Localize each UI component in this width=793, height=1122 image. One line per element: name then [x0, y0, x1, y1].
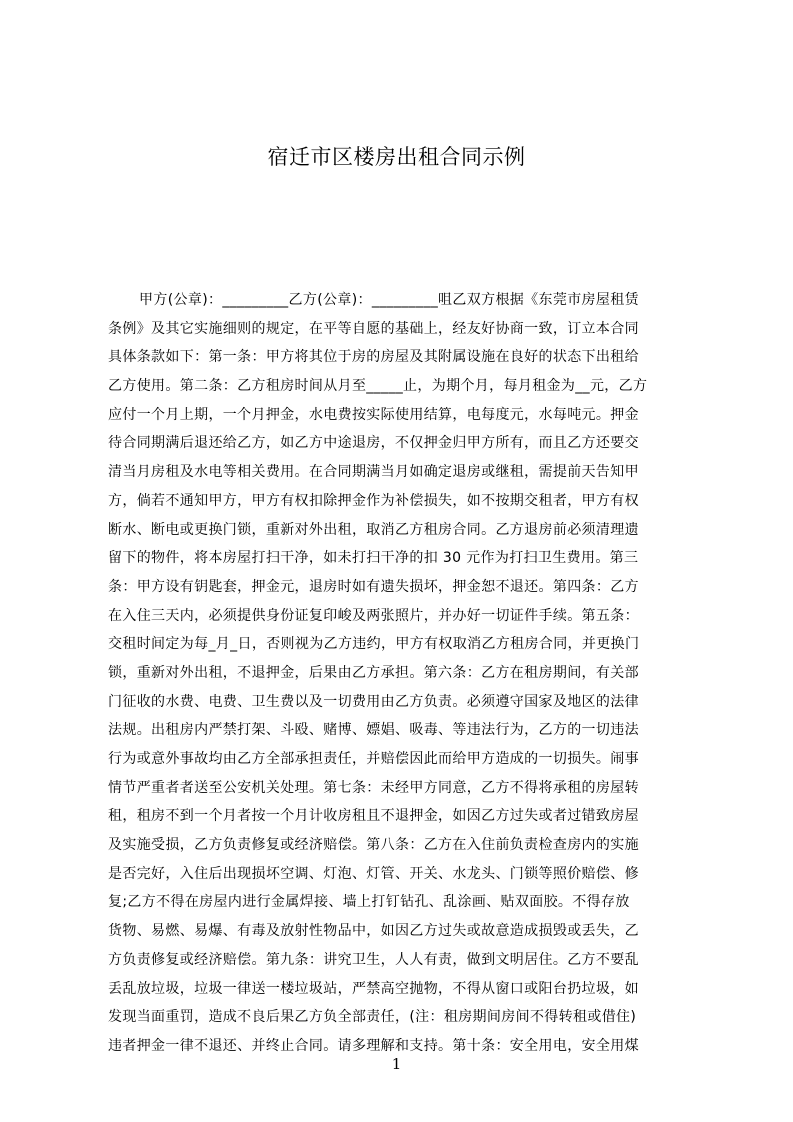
body-line: 法规。出租房内严禁打架、斗殴、赌博、嫖娼、吸毒、等违法行为，乙方的一切违法 — [108, 722, 639, 739]
body-line: 行为或意外事故均由乙方全部承担责任，并赔偿因此而给甲方造成的一切损失。闹事 — [108, 751, 639, 767]
body-line: 复;乙方不得在房屋内进行金属焊接、墙上打钉钻孔、乱涂画、贴双面胶。不得存放 — [108, 894, 630, 911]
body-line: 留下的物件，将本房屋打扫干净，如未打扫干净的扣 30 元作为打扫卫生费用。第三 — [108, 550, 639, 567]
page-number: 1 — [391, 1055, 402, 1073]
body-line: 条：甲方设有钥匙套，押金元，退房时如有遗失损坏，押金恕不退还。第四条：乙方 — [108, 578, 639, 595]
body-line: 交租时间定为每_月_日，否则视为乙方违约，甲方有权取消乙方租房合同，并更换门 — [108, 636, 640, 653]
body-line: 断水、断电或更换门锁，重新对外出租，取消乙方租房合同。乙方退房前必须清理遗 — [108, 521, 639, 538]
body-line: 货物、易燃、易爆、有毒及放射性物品中，如因乙方过失或故意造成损毁或丢失，乙 — [108, 923, 639, 940]
body-line: 锁，重新对外出租，不退押金，后果由乙方承担。第六条：乙方在租房期间，有关部 — [108, 664, 639, 681]
document-body — [108, 286, 698, 1061]
body-line: 及实施受损，乙方负责修复或经济赔偿。第八条：乙方在入住前负责检查房内的实施 — [108, 837, 639, 854]
body-line: 具体条款如下：第一条：甲方将其位于房的房屋及其附属设施在良好的状态下出租给 — [108, 349, 639, 366]
body-line: 乙方使用。第二条：乙方租房时间从月至_____止，为期个月，每月租金为__元，乙方 — [108, 378, 648, 395]
body-line: 方负责修复或经济赔偿。第九条：讲究卫生，人人有责，做到文明居住。乙方不要乱 — [108, 951, 639, 968]
document-title: 宿迁市区楼房出租合同示例 — [267, 145, 526, 169]
body-line: 在入住三天内，必须提供身份证复印峻及两张照片，并办好一切证件手续。第五条： — [108, 607, 639, 624]
body-line: 甲方(公章)：_________乙方(公章)：_________咀乙双方根据《东莞市房屋租赁 — [139, 292, 639, 308]
body-line: 违者押金一律不退还、并终止合同。请多理解和支持。第十条：安全用电，安全用煤 — [108, 1037, 639, 1054]
body-line: 发现当面重罚，造成不良后果乙方负全部责任，(注：租房期间房间不得转租或借住) — [108, 1009, 637, 1026]
body-line: 是否完好，入住后出现损坏空调、灯泡、灯管、开关、水龙头、门锁等照价赔偿、修 — [108, 865, 639, 882]
body-line: 门征收的水费、电费、卫生费以及一切费用由乙方负责。必须遵守国家及地区的法律 — [108, 693, 639, 710]
body-line: 应付一个月上期，一个月押金，水电费按实际使用结算，电每度元，水每吨元。押金 — [108, 406, 639, 423]
body-line: 待合同期满后退还给乙方，如乙方中途退房，不仅押金归甲方所有，而且乙方还要交 — [108, 435, 639, 452]
body-line: 丢乱放垃圾，垃圾一律送一楼垃圾站，严禁高空抛物，不得从窗口或阳台扔垃圾，如 — [108, 980, 639, 997]
body-line: 租，租房不到一个月者按一个月计收房租且不退押金，如因乙方过失或者过错致房屋 — [108, 808, 639, 825]
body-line: 方，倘若不通知甲方，甲方有权扣除押金作为补偿损失，如不按期交租者，甲方有权 — [108, 492, 639, 509]
body-line: 条例》及其它实施细则的规定，在平等自愿的基础上，经友好协商一致，订立本合同 — [108, 320, 639, 337]
body-line: 清当月房租及水电等相关费用。在合同期满当月如确定退房或继租，需提前天告知甲 — [108, 464, 639, 481]
body-line: 情节严重者者送至公安机关处理。第七条：未经甲方同意，乙方不得将承租的房屋转 — [108, 779, 639, 796]
